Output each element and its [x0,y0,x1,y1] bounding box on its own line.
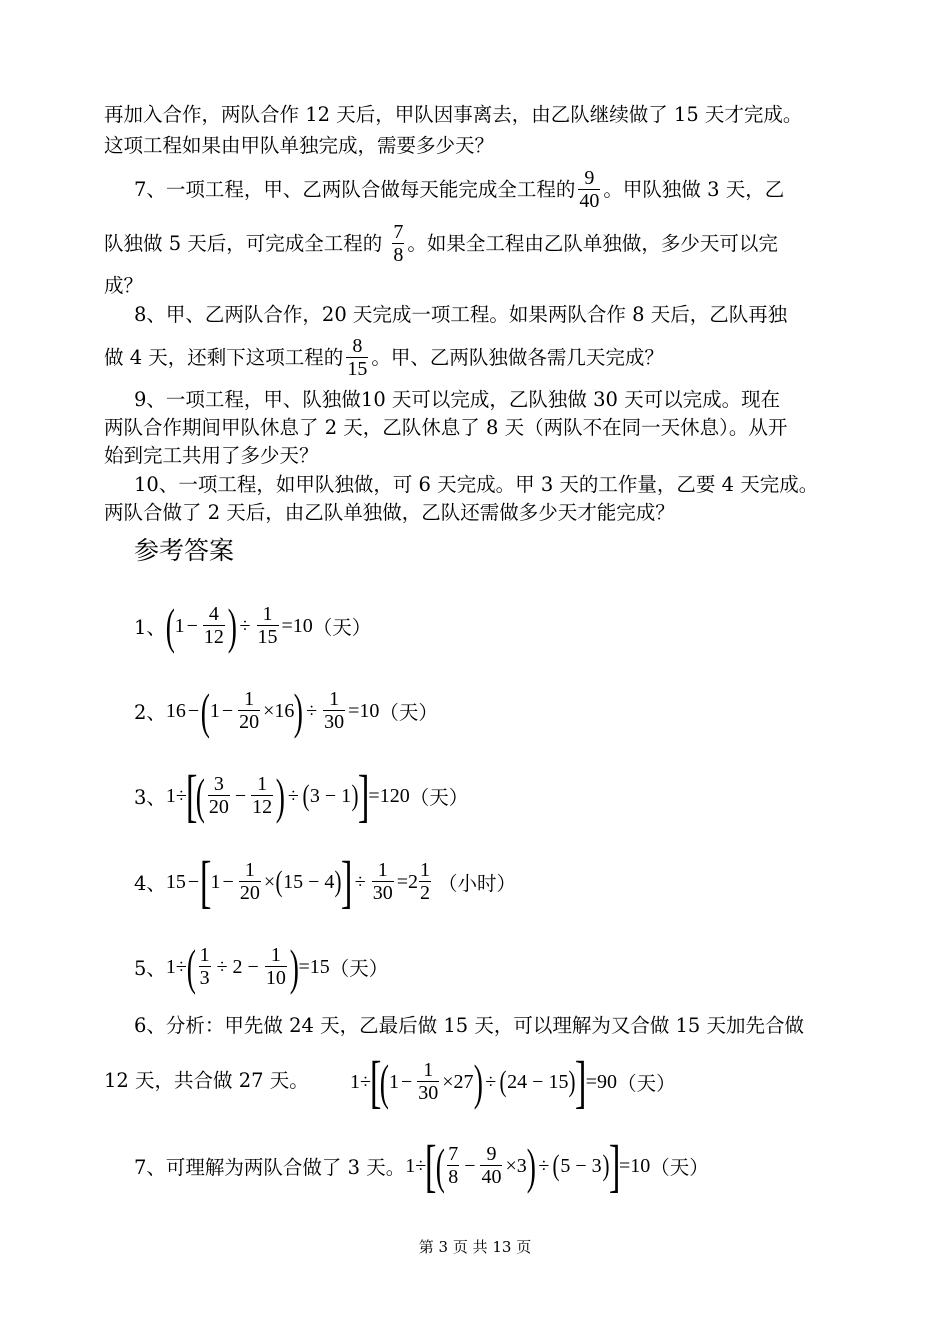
fraction [480,1144,502,1188]
problem-6-line-2: 这项工程如果由甲队单独完成，需要多少天？ [104,134,495,157]
fraction [203,604,225,648]
fraction-numerator: 7 [393,221,404,243]
divide-sign: ÷ [485,1070,497,1093]
problem-7-line-1 [134,162,784,218]
fraction-numerator: 1 [419,859,430,881]
answer-term: 1÷ [405,1154,427,1177]
left-bracket: [ [185,763,198,828]
answer-result: =15 [298,955,330,978]
fraction-denominator: 20 [239,711,260,733]
times-term: ×27 [442,1070,474,1093]
answer-6-formula [350,1049,676,1115]
fraction-numerator: 1 [244,859,255,881]
problem-8-text-b: 。甲、乙两队独做各需几天完成？ [371,346,664,369]
minus-sign: − [186,614,198,637]
answer-unit: （天） [312,616,372,639]
left-bracket: [ [200,849,212,914]
middle-expression: ÷ 2 − [216,955,259,978]
fraction-denominator: 30 [324,711,345,733]
fraction-9-40 [578,168,600,212]
times-term: ×3 [505,1154,527,1177]
answer-7 [134,1133,709,1199]
minus-sign: − [187,870,200,893]
left-paren: ( [499,1065,507,1098]
minus-sign: − [234,784,247,807]
answer-4 [134,849,516,915]
answer-term: 1 [209,699,220,722]
answer-term: 1 [174,614,185,637]
minus-sign: − [222,870,234,893]
inner-expression: 15 − 4 [283,870,335,893]
answer-label: 1、 [134,616,166,639]
answer-term: 1÷ [165,955,187,978]
right-bracket: ] [575,1049,587,1114]
fraction-denominator: 8 [448,1166,459,1188]
left-paren: ( [552,1149,560,1182]
fraction-8-15 [346,336,368,380]
right-paren: ) [334,865,342,898]
answer-6-analysis-line-2: 12 天，共合做 27 天。 [104,1069,309,1092]
answer-unit: （小时） [437,872,516,895]
fraction-7-8 [392,222,404,266]
page-footer: 第 3 页 共 13 页 [418,1238,532,1256]
left-bracket: [ [425,1133,437,1198]
fraction-denominator: 2 [419,882,430,904]
fraction-numerator: 4 [208,603,219,625]
answer-result: =120 [368,784,410,807]
problem-7-line-3: 成？ [104,274,144,297]
fraction-denominator: 3 [199,967,210,989]
fraction [265,945,287,989]
fraction [238,689,260,733]
divide-sign: ÷ [287,784,299,807]
fraction-numerator: 9 [486,1143,497,1165]
fraction-denominator: 40 [579,190,600,212]
fraction-numerator: 1 [377,859,388,881]
answer-unit: （天） [650,1156,709,1179]
right-paren: ) [526,1138,536,1194]
answer-7-text: 7、可理解为两队合做了 3 天。 [134,1156,406,1179]
answer-term: 1÷ [350,1070,371,1093]
fraction [372,860,394,904]
answer-result: =2 [396,870,418,893]
fraction [417,1060,439,1104]
fraction-denominator: 20 [239,882,260,904]
problem-7-text-b: 。甲队独做 3 天，乙 [603,178,785,201]
left-paren: ( [435,1138,445,1194]
right-bracket: ] [608,1133,621,1198]
fraction-numerator: 1 [262,603,273,625]
answer-3 [134,763,468,829]
answer-1 [134,596,371,656]
answer-unit: （天） [617,1072,676,1095]
divide-sign: ÷ [538,1154,550,1177]
problem-9-line-3: 始到完工共用了多少天？ [104,444,319,467]
fraction-denominator: 30 [418,1082,439,1104]
answer-term: 15 [165,870,186,893]
fraction-numerator: 3 [213,773,224,795]
mixed-fraction [419,860,431,904]
right-paren: ) [294,683,304,739]
problem-9-line-1: 9、一项工程，甲、队独做10 天可以完成，乙队独做 30 天可以完成。现在 [134,388,781,411]
answer-unit: （天） [409,786,469,809]
answer-6-analysis-line-1: 6、分析：甲先做 24 天，乙最后做 15 天，可以理解为又合做 15 天加先合做 [134,1014,805,1037]
right-bracket: ] [357,763,370,828]
answer-result: =90 [585,1070,618,1093]
right-paren: ) [473,1054,483,1110]
fraction-denominator: 8 [393,244,404,266]
divide-sign: ÷ [306,699,318,722]
fraction [251,774,273,818]
fraction-numerator: 9 [584,167,595,189]
fraction-denominator: 10 [265,967,286,989]
answer-unit: （天） [379,701,438,724]
answer-2 [134,681,438,741]
problem-10-line-2: 两队合做了 2 天后，由乙队单独做，乙队还需做多少天才能完成？ [104,501,675,524]
answer-label: 4、 [134,872,166,895]
fraction-numerator: 1 [329,688,340,710]
answer-label: 2、 [134,701,166,724]
problem-9-line-2: 两队合作期间甲队休息了 2 天，乙队休息了 8 天（两队不在同一天休息）。从开 [104,416,788,439]
problem-8-line-2 [104,330,664,386]
fraction-denominator: 12 [252,796,273,818]
left-paren: ( [275,865,283,898]
fraction-denominator: 15 [347,358,368,380]
answer-5 [134,937,388,997]
right-bracket: ] [341,849,353,914]
right-paren: ) [602,1149,610,1182]
minus-sign: − [400,1070,413,1093]
minus-sign: − [464,1154,476,1177]
fraction [208,774,230,818]
fraction-numerator: 1 [199,944,210,966]
problem-7-text-c: 队独做 5 天后，可完成全工程的 [104,232,383,255]
left-paren: ( [165,598,175,654]
right-paren: ) [568,1065,576,1098]
left-paren: ( [380,1054,390,1110]
fraction-numerator: 7 [448,1143,459,1165]
problem-6-line-1: 再加入合作，两队合作 12 天后，甲队因事离去，由乙队继续做了 15 天才完成。 [104,103,803,126]
answer-term: 16 [165,699,186,722]
fraction [257,604,279,648]
problem-8-line-1: 8、甲、乙两队合作，20 天完成一项工程。如果两队合作 8 天后，乙队再独 [134,303,788,326]
fraction-denominator: 15 [257,626,278,648]
times-term: ×16 [263,699,295,722]
fraction-denominator: 20 [208,796,229,818]
fraction-numerator: 1 [244,688,255,710]
fraction-denominator: 12 [203,626,224,648]
left-paren: ( [186,939,196,995]
left-paren: ( [302,779,310,812]
minus-sign: − [187,699,200,722]
right-paren: ) [289,939,299,995]
right-paren: ) [351,779,359,812]
left-paren: ( [200,683,211,739]
problem-10-line-1: 10、一项工程，如甲队独做，可 6 天完成。甲 3 天的工作量，乙要 4 天完成。 [134,473,819,496]
left-bracket: [ [369,1049,382,1114]
inner-expression: 3 − 1 [309,784,352,807]
fraction [447,1144,459,1188]
fraction-numerator: 1 [423,1059,434,1081]
minus-sign: − [221,699,234,722]
fraction [199,945,211,989]
answer-term: 1 [210,870,221,893]
inner-expression: 24 − 15 [507,1070,569,1093]
answer-term: 1 [388,1070,399,1093]
answer-unit: （天） [329,957,389,980]
inner-expression: 5 − 3 [560,1154,602,1177]
fraction-numerator: 1 [270,944,281,966]
answer-label: 3、 [134,786,166,809]
divide-sign: ÷ [354,870,366,893]
fraction-denominator: 40 [481,1166,502,1188]
answer-label: 5、 [134,957,166,980]
fraction [239,860,261,904]
answer-result: =10 [348,699,380,722]
problem-7-line-2 [104,216,778,272]
left-paren: ( [195,768,206,824]
fraction-denominator: 30 [372,882,393,904]
answers-heading: 参考答案 [134,536,235,565]
fraction-numerator: 1 [257,773,268,795]
answer-term: 1÷ [165,784,187,807]
problem-7-text-a: 7、一项工程，甲、乙两队合做每天能完成全工程的 [134,178,576,201]
answer-result: =10 [619,1154,651,1177]
answer-result: =10 [281,614,313,637]
fraction [323,689,345,733]
fraction-numerator: 8 [352,335,363,357]
problem-8-text-a: 做 4 天，还剩下这项工程的 [104,346,344,369]
times-sign: × [263,870,276,893]
right-paren: ) [275,768,286,824]
problem-7-text-d: 。如果全工程由乙队单独做，多少天可以完 [407,232,778,255]
divide-sign: ÷ [239,614,251,637]
right-paren: ) [227,598,237,654]
